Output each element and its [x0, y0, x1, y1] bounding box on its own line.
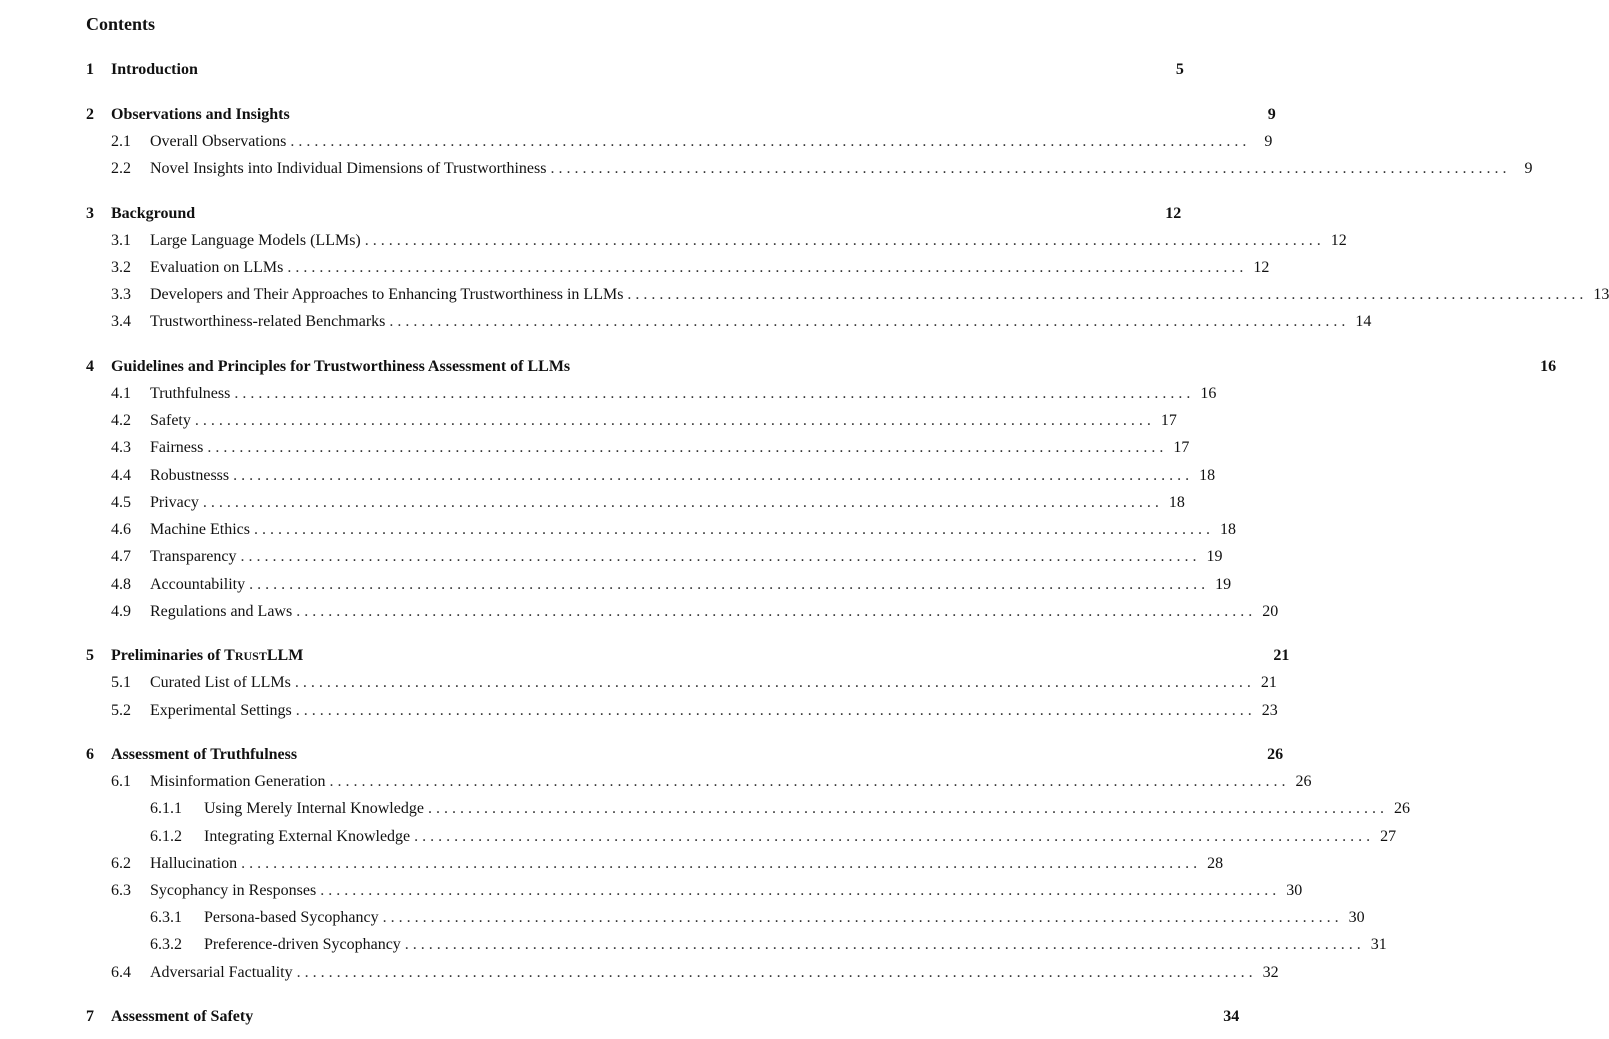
toc-section[interactable] [86, 770, 1312, 794]
toc-page-number: 19 [1206, 548, 1223, 565]
toc-chapter[interactable] [86, 1005, 1240, 1029]
toc-title: Evaluation on LLMs [150, 259, 284, 276]
toc-page-number: 18 [1199, 467, 1216, 484]
toc-section[interactable] [86, 573, 1232, 597]
toc-page-number: 18 [1219, 521, 1236, 538]
toc-section[interactable] [86, 382, 1217, 406]
toc-page-number: 30 [1286, 882, 1303, 899]
toc-page-number: 21 [1260, 674, 1277, 691]
toc-number: 6.4 [111, 964, 131, 981]
toc-page-number: 27 [1380, 828, 1397, 845]
toc-title: Misinformation Generation [150, 773, 326, 790]
toc-number: 6.3 [111, 882, 131, 899]
toc-title: Sycophancy in Responses [150, 882, 317, 899]
toc-page-number: 32 [1262, 964, 1279, 981]
toc-title: Robustnesss [150, 467, 230, 484]
toc-leader-dots: . . . . . . . . . . . . . . . . . . . . . . . . . . . . . . . . . . . . . . . . . . . . . . . . . . . . . . . . . . . . . . . . . . . . . . . . . . . . . . . . . . . . . . . . . . . . . . . . . . . . . . . . . . . . . . . . . . . . . . . . [404, 936, 1361, 953]
toc-number: 4.4 [111, 467, 131, 484]
toc-title: Safety [150, 412, 191, 429]
toc-page-number: 28 [1207, 855, 1224, 872]
toc-page-number: 12 [1253, 259, 1270, 276]
toc-page-number: 26 [1393, 800, 1410, 817]
toc-chapter[interactable] [86, 644, 1290, 668]
toc-title: Large Language Models (LLMs) [150, 232, 361, 249]
toc-page-number: 30 [1348, 909, 1365, 926]
toc-subsection[interactable] [86, 825, 1397, 849]
toc-leader-dots: . . . . . . . . . . . . . . . . . . . . . . . . . . . . . . . . . . . . . . . . . . . . . . . . . . . . . . . . . . . . . . . . . . . . . . . . . . . . . . . . . . . . . . . . . . . . . . . . . . . . . . . . . . . . . . . . . . . . . . . . [389, 313, 1346, 330]
toc-leader-dots: . . . . . . . . . . . . . . . . . . . . . . . . . . . . . . . . . . . . . . . . . . . . . . . . . . . . . . . . . . . . . . . . . . . . . . . . . . . . . . . . . . . . . . . . . . . . . . . . . . . . . . . . . . . . . . . . . . . . . . . . [249, 576, 1206, 593]
toc-title: Assessment of Truthfulness [111, 746, 298, 763]
page-title: Contents [86, 14, 156, 34]
toc-leader-dots: . . . . . . . . . . . . . . . . . . . . . . . . . . . . . . . . . . . . . . . . . . . . . . . . . . . . . . . . . . . . . . . . . . . . . . . . . . . . . . . . . . . . . . . . . . . . . . . . . . . . . . . . . . . . . . . . . . . . . . . . [382, 909, 1339, 926]
toc-title: Using Merely Internal Knowledge [204, 800, 424, 817]
toc-leader-dots: . . . . . . . . . . . . . . . . . . . . . . . . . . . . . . . . . . . . . . . . . . . . . . . . . . . . . . . . . . . . . . . . . . . . . . . . . . . . . . . . . . . . . . . . . . . . . . . . . . . . . . . . . . . . . . . . . . . . . . . . [240, 548, 1197, 565]
toc-chapter[interactable] [86, 743, 1284, 767]
toc-page-number: 13 [1593, 286, 1609, 303]
toc-page-number: 14 [1355, 313, 1372, 330]
toc-number: 3.2 [111, 259, 131, 276]
toc-title: Preliminaries of TRUSTLLM [111, 647, 304, 664]
toc-section[interactable] [86, 409, 1177, 433]
toc-title: Accountability [150, 576, 246, 593]
toc-section[interactable] [86, 545, 1223, 569]
toc-title: Fairness [150, 439, 204, 456]
toc-section[interactable] [86, 518, 1236, 542]
toc-section[interactable] [86, 671, 1277, 695]
toc-title: Hallucination [150, 855, 238, 872]
toc-title: Observations and Insights [111, 106, 290, 123]
toc-page-number: 26 [1267, 746, 1284, 763]
toc-page-number: 12 [1165, 205, 1182, 222]
toc-number: 4.8 [111, 576, 131, 593]
toc-number: 4.1 [111, 385, 131, 402]
toc-leader-dots: . . . . . . . . . . . . . . . . . . . . . . . . . . . . . . . . . . . . . . . . . . . . . . . . . . . . . . . . . . . . . . . . . . . . . . . . . . . . . . . . . . . . . . . . . . . . . . . . . . . . . . . . . . . . . . . . . . . . . . . . [364, 232, 1321, 249]
toc-leader-dots: . . . . . . . . . . . . . . . . . . . . . . . . . . . . . . . . . . . . . . . . . . . . . . . . . . . . . . . . . . . . . . . . . . . . . . . . . . . . . . . . . . . . . . . . . . . . . . . . . . . . . . . . . . . . . . . . . . . . . . . . [627, 286, 1584, 303]
toc-title: Integrating External Knowledge [204, 828, 411, 845]
toc-section[interactable] [86, 130, 1273, 154]
toc-page-number: 5 [1175, 61, 1184, 78]
toc-title: Preference-driven Sycophancy [204, 936, 401, 953]
toc-leader-dots: . . . . . . . . . . . . . . . . . . . . . . . . . . . . . . . . . . . . . . . . . . . . . . . . . . . . . . . . . . . . . . . . . . . . . . . . . . . . . . . . . . . . . . . . . . . . . . . . . . . . . . . . . . . . . . . . . . . . . . . . [294, 674, 1251, 691]
toc-title: Guidelines and Principles for Trustworthiness Assessment of LLMs [111, 358, 571, 375]
toc-leader-dots: . . . . . . . . . . . . . . . . . . . . . . . . . . . . . . . . . . . . . . . . . . . . . . . . . . . . . . . . . . . . . . . . . . . . . . . . . . . . . . . . . . . . . . . . . . . . . . . . . . . . . . . . . . . . . . . . . . . . . . . . [233, 467, 1190, 484]
toc-number: 6.1 [111, 773, 131, 790]
toc-number: 4.9 [111, 603, 131, 620]
toc-number: 3 [86, 205, 94, 222]
toc-page-number: 21 [1273, 647, 1290, 664]
toc-section[interactable] [86, 157, 1533, 181]
toc-number: 4.2 [111, 412, 131, 429]
toc-page-number: 20 [1262, 603, 1279, 620]
toc-leader-dots: . . . . . . . . . . . . . . . . . . . . . . . . . . . . . . . . . . . . . . . . . . . . . . . . . . . . . . . . . . . . . . . . . . . . . . . . . . . . . . . . . . . . . . . . . . . . . . . . . . . . . . . . . . . . . . . . . . . . . . . . [202, 494, 1159, 511]
toc-title: Truthfulness [150, 385, 231, 402]
toc-number: 4.3 [111, 439, 131, 456]
toc-section[interactable] [86, 464, 1216, 488]
toc-title: Curated List of LLMs [150, 674, 291, 691]
toc-page-number: 34 [1223, 1008, 1240, 1025]
toc-chapter[interactable] [86, 355, 1557, 379]
toc-section[interactable] [86, 310, 1372, 334]
toc-number: 6.1.1 [150, 800, 182, 817]
toc-number: 3.4 [111, 313, 131, 330]
toc-page-number: 26 [1295, 773, 1312, 790]
toc-title: Introduction [111, 61, 198, 78]
toc-number: 1 [86, 61, 94, 78]
toc-title: Adversarial Factuality [150, 964, 293, 981]
toc-number: 5.1 [111, 674, 131, 691]
toc-leader-dots: . . . . . . . . . . . . . . . . . . . . . . . . . . . . . . . . . . . . . . . . . . . . . . . . . . . . . . . . . . . . . . . . . . . . . . . . . . . . . . . . . . . . . . . . . . . . . . . . . . . . . . . . . . . . . . . . . . . . . . . . [414, 828, 1371, 845]
toc-leader-dots: . . . . . . . . . . . . . . . . . . . . . . . . . . . . . . . . . . . . . . . . . . . . . . . . . . . . . . . . . . . . . . . . . . . . . . . . . . . . . . . . . . . . . . . . . . . . . . . . . . . . . . . . . . . . . . . . . . . . . . . . [427, 800, 1384, 817]
toc-number: 2 [86, 106, 94, 123]
toc-title: Background [111, 205, 196, 222]
toc-leader-dots: . . . . . . . . . . . . . . . . . . . . . . . . . . . . . . . . . . . . . . . . . . . . . . . . . . . . . . . . . . . . . . . . . . . . . . . . . . . . . . . . . . . . . . . . . . . . . . . . . . . . . . . . . . . . . . . . . . . . . . . . [329, 773, 1286, 790]
toc-subsection[interactable] [86, 797, 1410, 821]
toc-number: 4.6 [111, 521, 131, 538]
toc-leader-dots: . . . . . . . . . . . . . . . . . . . . . . . . . . . . . . . . . . . . . . . . . . . . . . . . . . . . . . . . . . . . . . . . . . . . . . . . . . . . . . . . . . . . . . . . . . . . . . . . . . . . . . . . . . . . . . . . . . . . . . . . [296, 964, 1253, 981]
toc-leader-dots: . . . . . . . . . . . . . . . . . . . . . . . . . . . . . . . . . . . . . . . . . . . . . . . . . . . . . . . . . . . . . . . . . . . . . . . . . . . . . . . . . . . . . . . . . . . . . . . . . . . . . . . . . . . . . . . . . . . . . . . . [241, 855, 1198, 872]
toc-number: 6.2 [111, 855, 131, 872]
toc-page-number: 31 [1370, 936, 1387, 953]
toc-page-number: 23 [1261, 702, 1278, 719]
toc-leader-dots: . . . . . . . . . . . . . . . . . . . . . . . . . . . . . . . . . . . . . . . . . . . . . . . . . . . . . . . . . . . . . . . . . . . . . . . . . . . . . . . . . . . . . . . . . . . . . . . . . . . . . . . . . . . . . . . . . . . . . . . . [290, 133, 1247, 150]
toc-number: 6.3.2 [150, 936, 182, 953]
toc-chapter[interactable] [86, 103, 1276, 127]
toc-title: Privacy [150, 494, 199, 511]
toc-number: 2.2 [111, 160, 131, 177]
toc-section[interactable] [86, 961, 1279, 985]
toc-leader-dots: . . . . . . . . . . . . . . . . . . . . . . . . . . . . . . . . . . . . . . . . . . . . . . . . . . . . . . . . . . . . . . . . . . . . . . . . . . . . . . . . . . . . . . . . . . . . . . . . . . . . . . . . . . . . . . . . . . . . . . . . [194, 412, 1151, 429]
toc-title: Assessment of Safety [111, 1008, 254, 1025]
toc-subsection[interactable] [86, 906, 1365, 930]
toc-section[interactable] [86, 283, 1609, 307]
toc-title: Overall Observations [150, 133, 287, 150]
toc-number: 6.1.2 [150, 828, 182, 845]
toc-section[interactable] [86, 852, 1224, 876]
toc-leader-dots: . . . . . . . . . . . . . . . . . . . . . . . . . . . . . . . . . . . . . . . . . . . . . . . . . . . . . . . . . . . . . . . . . . . . . . . . . . . . . . . . . . . . . . . . . . . . . . . . . . . . . . . . . . . . . . . . . . . . . . . . [287, 259, 1244, 276]
toc-number: 4.5 [111, 494, 131, 511]
toc-page-number: 9 [1264, 133, 1273, 150]
toc-leader-dots: . . . . . . . . . . . . . . . . . . . . . . . . . . . . . . . . . . . . . . . . . . . . . . . . . . . . . . . . . . . . . . . . . . . . . . . . . . . . . . . . . . . . . . . . . . . . . . . . . . . . . . . . . . . . . . . . . . . . . . . . [207, 439, 1164, 456]
toc-number: 3.1 [111, 232, 131, 249]
toc-title: Trustworthiness-related Benchmarks [150, 313, 386, 330]
toc-number: 6.3.1 [150, 909, 182, 926]
toc-title: Experimental Settings [150, 702, 292, 719]
toc-title: Regulations and Laws [150, 603, 293, 620]
toc-page-number: 19 [1215, 576, 1232, 593]
toc-number: 2.1 [111, 133, 131, 150]
toc-number: 3.3 [111, 286, 131, 303]
toc-page-number: 9 [1267, 106, 1276, 123]
toc-section[interactable] [86, 879, 1303, 903]
toc-title: Machine Ethics [150, 521, 250, 538]
toc-number: 7 [86, 1008, 94, 1025]
toc-leader-dots: . . . . . . . . . . . . . . . . . . . . . . . . . . . . . . . . . . . . . . . . . . . . . . . . . . . . . . . . . . . . . . . . . . . . . . . . . . . . . . . . . . . . . . . . . . . . . . . . . . . . . . . . . . . . . . . . . . . . . . . . [253, 521, 1210, 538]
toc-subsection[interactable] [86, 933, 1387, 957]
toc-number: 4.7 [111, 548, 131, 565]
toc-leader-dots: . . . . . . . . . . . . . . . . . . . . . . . . . . . . . . . . . . . . . . . . . . . . . . . . . . . . . . . . . . . . . . . . . . . . . . . . . . . . . . . . . . . . . . . . . . . . . . . . . . . . . . . . . . . . . . . . . . . . . . . . [550, 160, 1507, 177]
toc-number: 6 [86, 746, 94, 763]
toc-leader-dots: . . . . . . . . . . . . . . . . . . . . . . . . . . . . . . . . . . . . . . . . . . . . . . . . . . . . . . . . . . . . . . . . . . . . . . . . . . . . . . . . . . . . . . . . . . . . . . . . . . . . . . . . . . . . . . . . . . . . . . . . [295, 702, 1252, 719]
toc-leader-dots: . . . . . . . . . . . . . . . . . . . . . . . . . . . . . . . . . . . . . . . . . . . . . . . . . . . . . . . . . . . . . . . . . . . . . . . . . . . . . . . . . . . . . . . . . . . . . . . . . . . . . . . . . . . . . . . . . . . . . . . . [296, 603, 1253, 620]
toc-leader-dots: . . . . . . . . . . . . . . . . . . . . . . . . . . . . . . . . . . . . . . . . . . . . . . . . . . . . . . . . . . . . . . . . . . . . . . . . . . . . . . . . . . . . . . . . . . . . . . . . . . . . . . . . . . . . . . . . . . . . . . . . [234, 385, 1191, 402]
toc-page-number: 18 [1168, 494, 1185, 511]
toc-page-number: 17 [1173, 439, 1190, 456]
toc-title: Transparency [150, 548, 237, 565]
toc-leader-dots: . . . . . . . . . . . . . . . . . . . . . . . . . . . . . . . . . . . . . . . . . . . . . . . . . . . . . . . . . . . . . . . . . . . . . . . . . . . . . . . . . . . . . . . . . . . . . . . . . . . . . . . . . . . . . . . . . . . . . . . . [320, 882, 1277, 899]
toc-chapter[interactable] [86, 58, 1184, 82]
toc-page-number: 17 [1160, 412, 1177, 429]
toc-title: Novel Insights into Individual Dimensions of Trustworthiness [150, 160, 547, 177]
toc-section[interactable] [86, 436, 1190, 460]
toc-number: 4 [86, 358, 94, 375]
toc-section[interactable] [86, 699, 1278, 723]
toc-title: Developers and Their Approaches to Enhancing Trustworthiness in LLMs [150, 286, 624, 303]
toc-number: 5.2 [111, 702, 131, 719]
toc-number: 5 [86, 647, 94, 664]
toc-page-number: 16 [1200, 385, 1217, 402]
toc-section[interactable] [86, 491, 1185, 515]
toc-title: Persona-based Sycophancy [204, 909, 379, 926]
toc-section[interactable] [86, 600, 1279, 624]
toc-page-number: 16 [1540, 358, 1557, 375]
toc-section[interactable] [86, 229, 1347, 253]
toc-page-number: 12 [1330, 232, 1347, 249]
toc-section[interactable] [86, 256, 1270, 280]
toc-chapter[interactable] [86, 202, 1182, 226]
toc-page-number: 9 [1524, 160, 1533, 177]
